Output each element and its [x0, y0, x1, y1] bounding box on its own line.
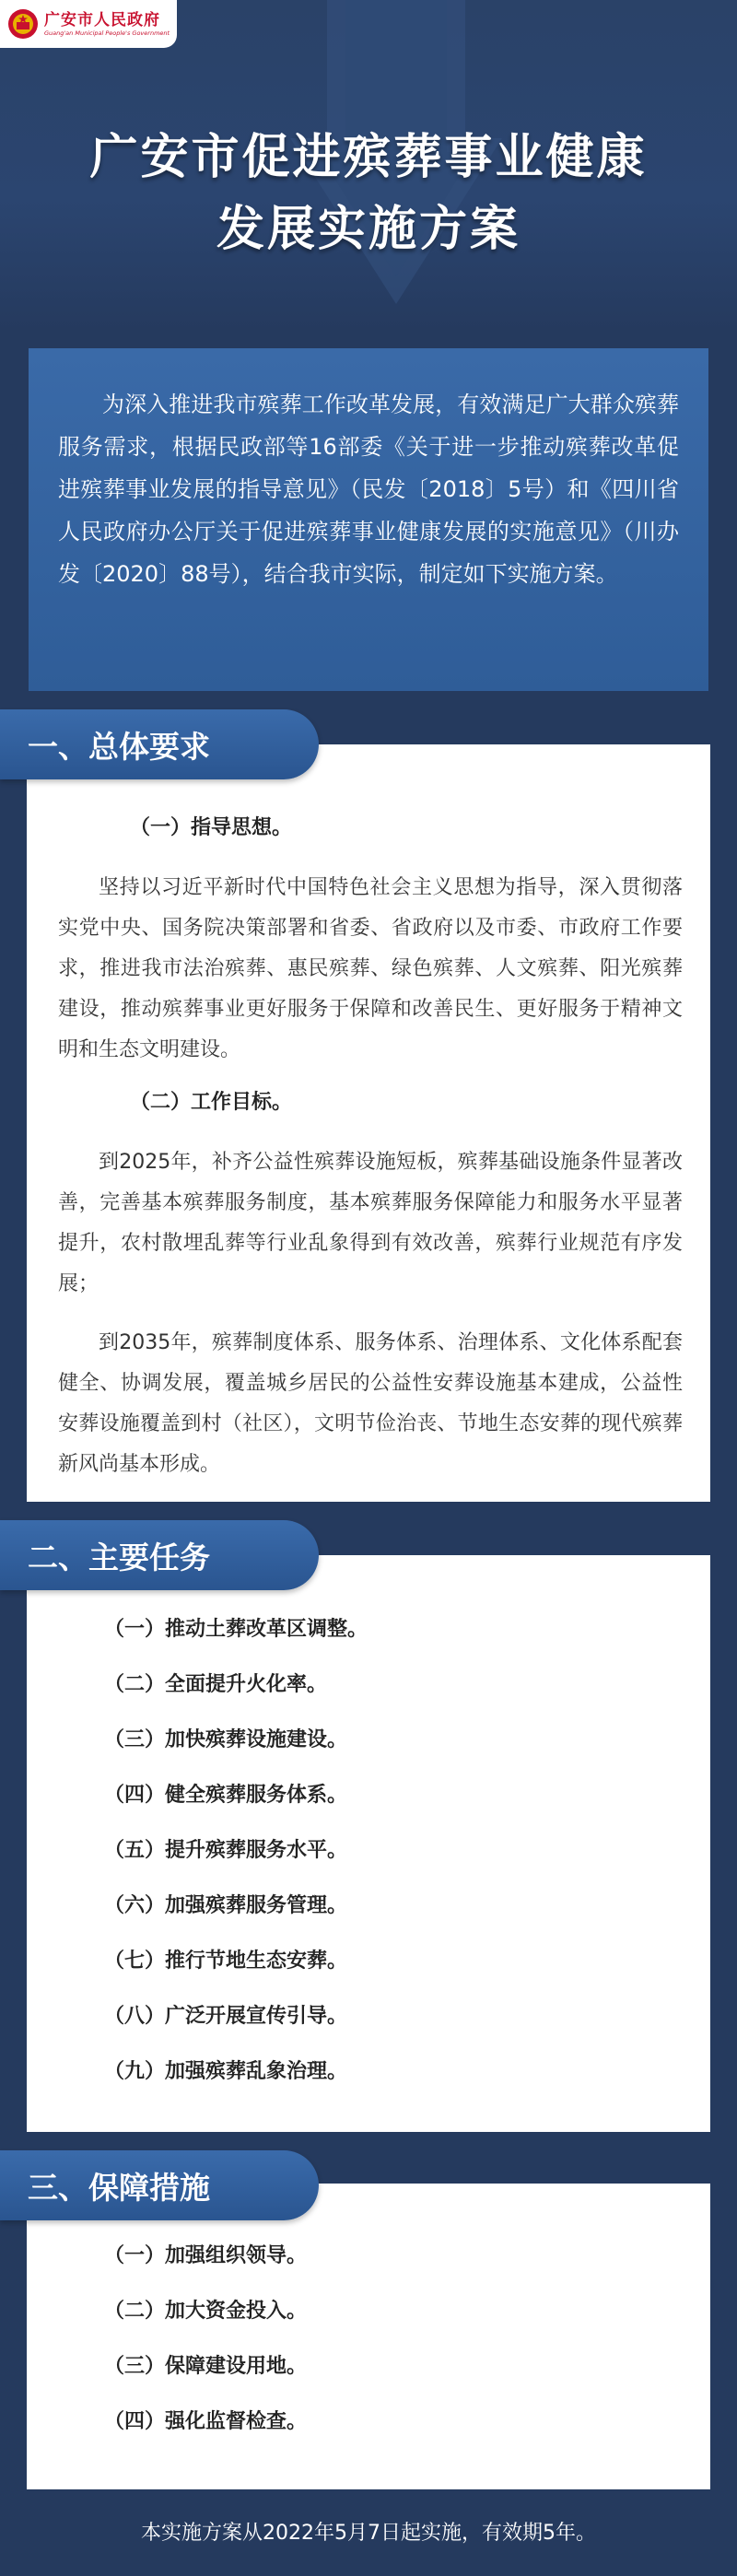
- footer-note: 本实施方案从2022年5月7日起实施，有效期5年。: [141, 2522, 596, 2545]
- section-header-2: 二、主要任务: [0, 1520, 319, 1590]
- government-logo[interactable]: [0, 0, 177, 48]
- safeguard-item: （一）加强组织领导。: [104, 2244, 308, 2267]
- task-item: （二）全面提升火化率。: [104, 1673, 328, 1696]
- task-item: （一）推动土葬改革区调整。: [104, 1618, 368, 1641]
- safeguard-item: （二）加大资金投入。: [104, 2300, 308, 2323]
- section-header-1: 一、总体要求: [0, 709, 319, 779]
- section-safeguards: [27, 2184, 710, 2489]
- paragraph-goal-2035: 到2035年，殡葬制度体系、服务体系、治理体系、文化体系配套健全、协调发展，覆盖城乡居民的公益性安葬设施基本建成，公益性安葬设施覆盖到村（社区），文明节俭治丧、节地生态安葬的现代殡葬新风尚基本形成。: [58, 1331, 683, 1476]
- intro-text: 为深入推进我市殡葬工作改革发展，有效满足广大群众殡葬服务需求，根据民政部等16部委《关于进一步推动殡葬改革促进殡葬事业发展的指导意见》（民发〔2018〕5号）和《四川省人民政府办公厅关于促进殡葬事业健康发展的实施意见》（川办发〔2020〕88号），结合我市实际，制定如下实施方案。: [58, 392, 679, 587]
- section-header-3: 三、保障措施: [0, 2150, 319, 2220]
- safeguard-item: （三）保障建设用地。: [104, 2355, 308, 2378]
- section-main-tasks: [27, 1555, 710, 2132]
- task-item: （七）推行节地生态安葬。: [104, 1950, 348, 1973]
- page-title-line2: 发展实施方案: [216, 202, 521, 257]
- national-emblem-icon: [7, 8, 39, 40]
- task-item: （五）提升殡葬服务水平。: [104, 1839, 348, 1862]
- paragraph-goal-2025: 到2025年，补齐公益性殡葬设施短板，殡葬基础设施条件显著改善，完善基本殡葬服务制度，基本殡葬服务保障能力和服务水平显著提升，农村散埋乱葬等行业乱象得到有效改善，殡葬行业规范有序发展；: [58, 1151, 683, 1295]
- task-item: （四）健全殡葬服务体系。: [104, 1784, 348, 1807]
- subheading-guiding-thought: （一）指导思想。: [130, 816, 293, 839]
- logo-chinese-name: 广安市人民政府: [44, 10, 160, 29]
- task-item: （三）加快殡葬设施建设。: [104, 1728, 348, 1751]
- intro-box: [29, 348, 708, 691]
- paragraph-guiding-thought: 坚持以习近平新时代中国特色社会主义思想为指导，深入贯彻落实党中央、国务院决策部署和省委、省政府以及市委、市政府工作要求，推进我市法治殡葬、惠民殡葬、绿色殡葬、人文殡葬、阳光殡葬建设，推动殡葬事业更好服务于保障和改善民生、更好服务于精神文明和生态文明建设。: [58, 876, 683, 1061]
- task-item: （八）广泛开展宣传引导。: [104, 2005, 348, 2028]
- task-item: （六）加强殡葬服务管理。: [104, 1894, 348, 1917]
- subheading-work-goals: （二）工作目标。: [130, 1091, 293, 1114]
- logo-english-name: Guang'an Municipal People's Government: [44, 29, 170, 37]
- safeguard-item: （四）强化监督检查。: [104, 2410, 308, 2433]
- page-title-line1: 广安市促进殡葬事业健康: [89, 130, 648, 185]
- task-item: （九）加强殡葬乱象治理。: [104, 2060, 348, 2083]
- section-general-requirements: [27, 744, 710, 1502]
